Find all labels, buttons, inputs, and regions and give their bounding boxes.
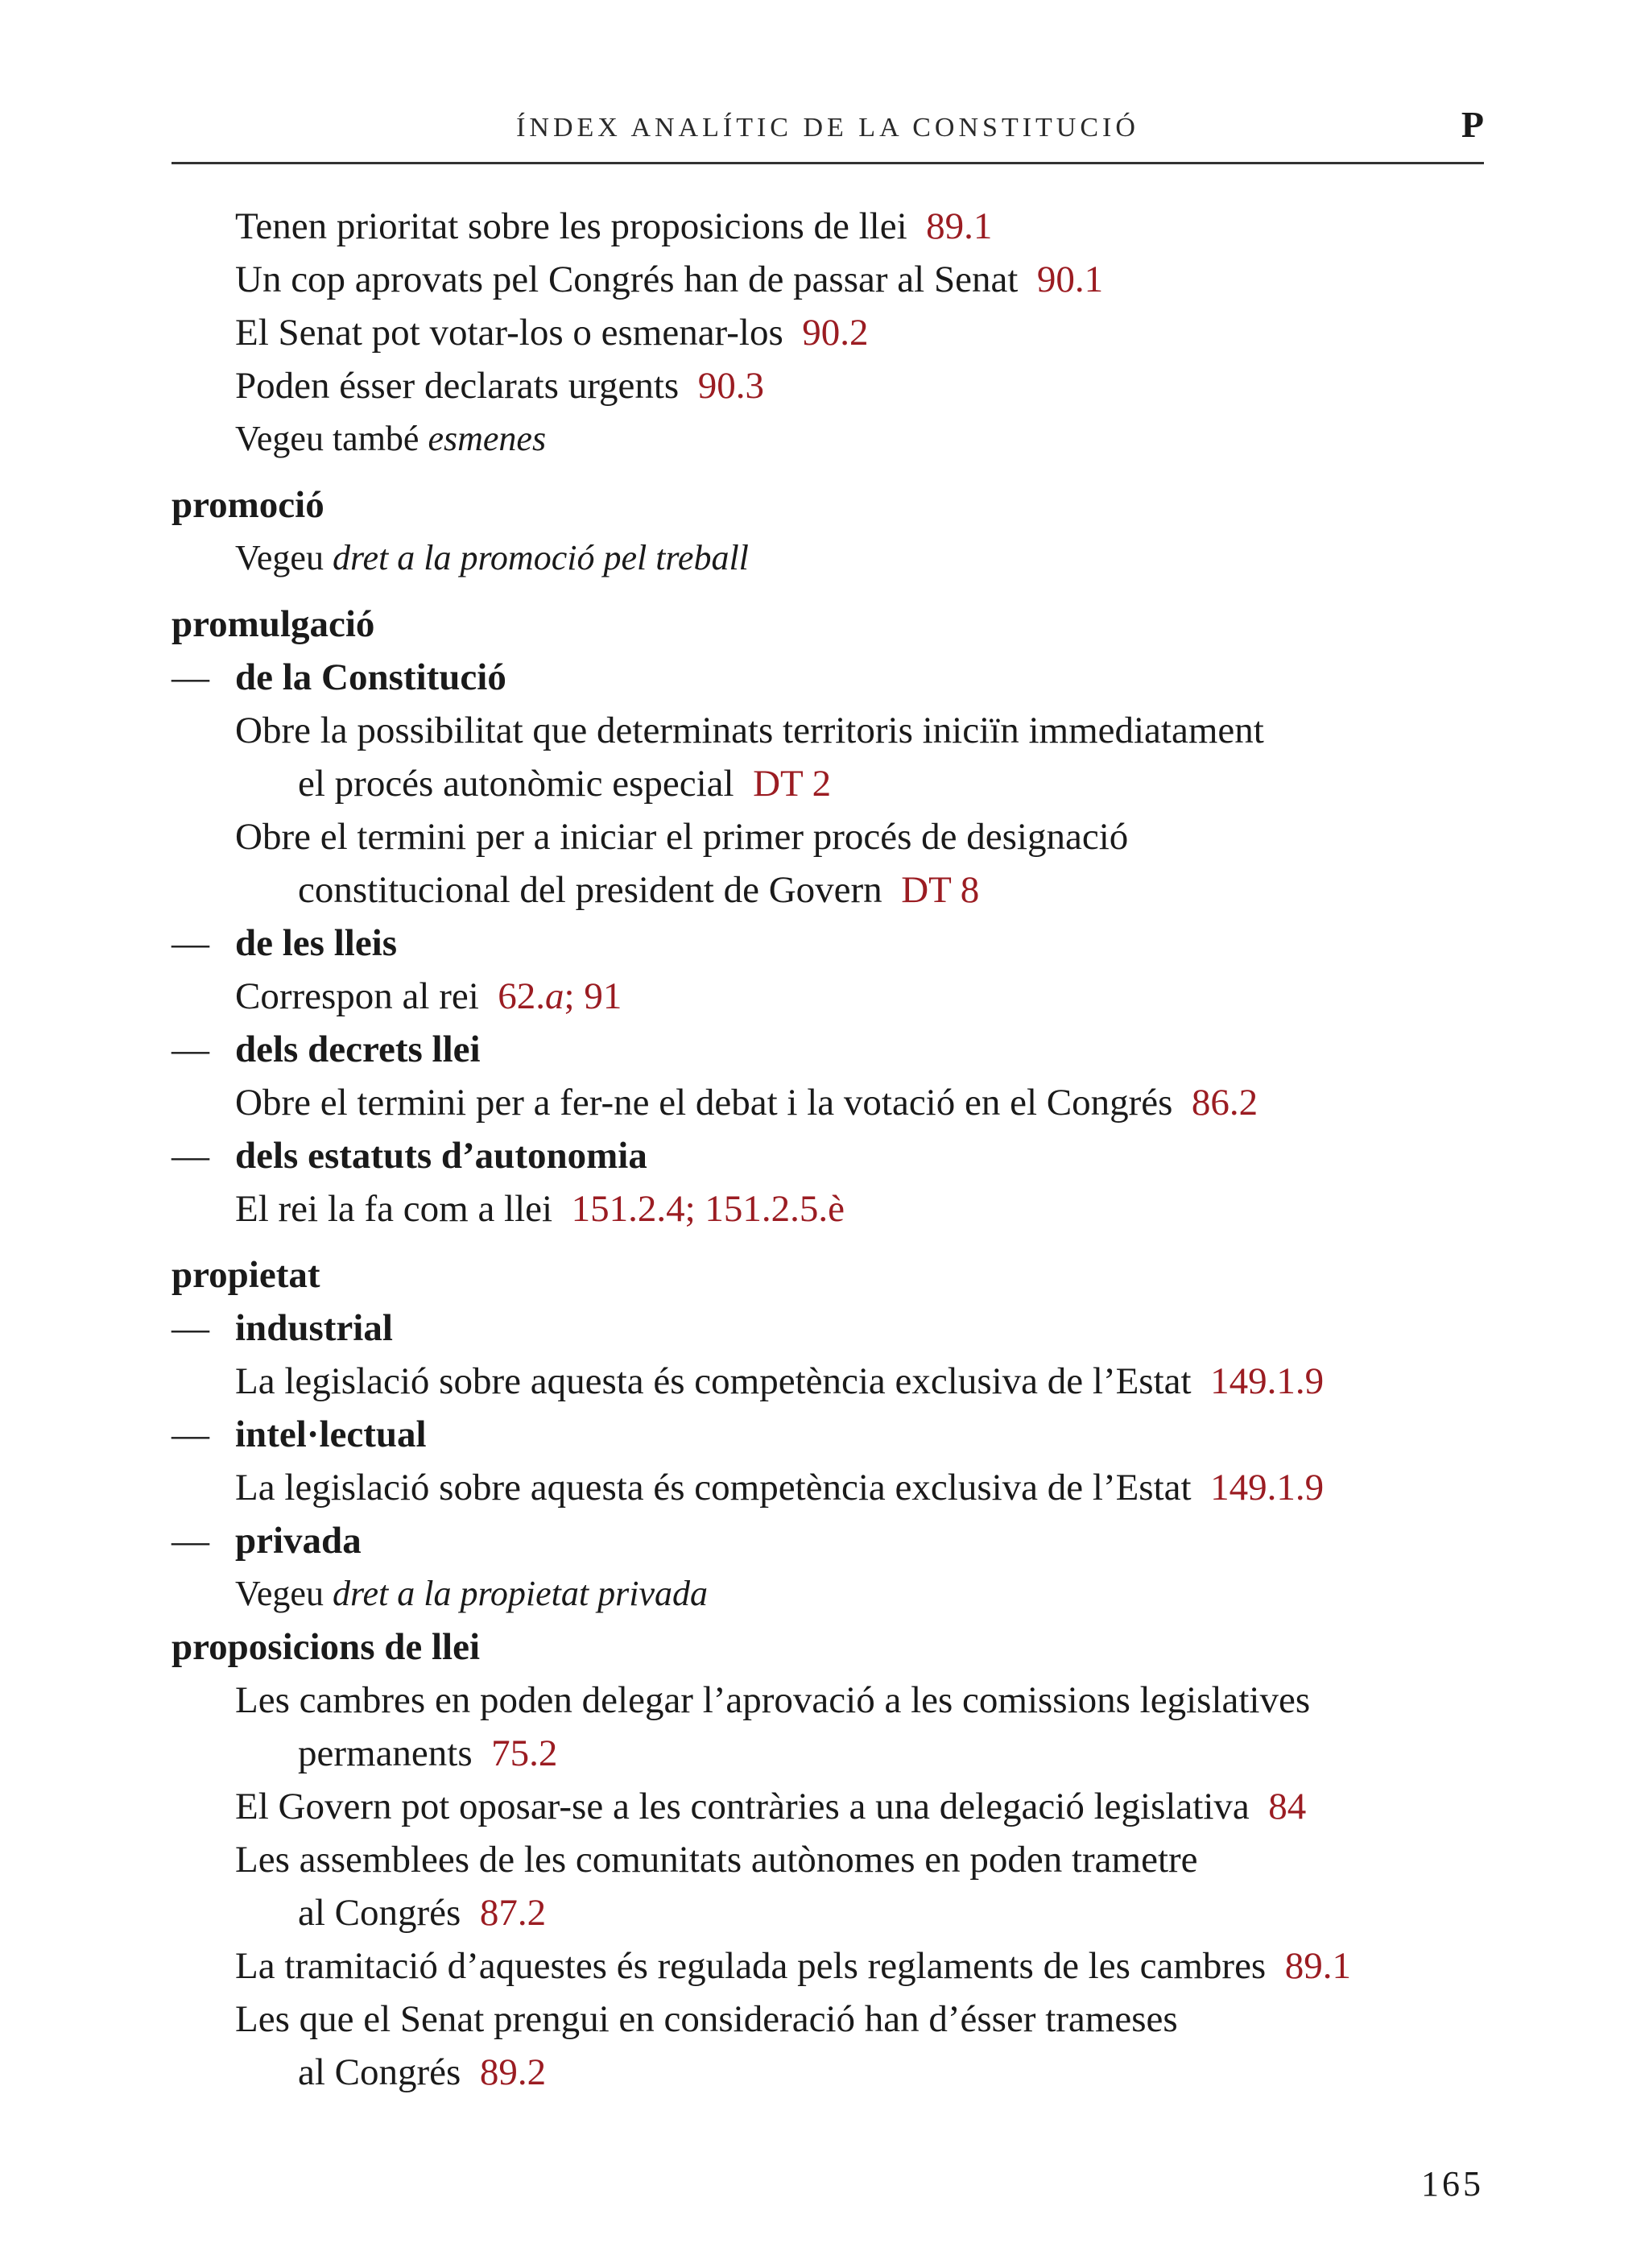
article-reference: 90.3 (697, 365, 764, 407)
subheading (172, 1302, 1492, 1355)
subheading (172, 651, 1492, 704)
subheading-text: dels decrets llei (235, 1028, 481, 1070)
index-entry (172, 306, 1492, 359)
section-letter: P (1461, 104, 1484, 145)
entry-text: Poden ésser declarats urgents (235, 365, 680, 407)
subheading (172, 1129, 1492, 1182)
index-entry (172, 1076, 1492, 1129)
entry-text: El Govern pot oposar-se a les contràries a una delegació legislativa (235, 1786, 1250, 1827)
subheading (172, 1023, 1492, 1076)
article-reference: 149.1.9 (1210, 1360, 1325, 1402)
subheading-text: de les lleis (235, 922, 398, 964)
subheading-text: dels estatuts d’autonomia (235, 1135, 647, 1177)
entry-text: Obre el termini per a fer-ne el debat i la votació en el Congrés (235, 1082, 1173, 1124)
see-label: Vegeu (235, 538, 324, 577)
entry-text: Les assemblees de les comunitats autònomes en poden trametre (235, 1839, 1198, 1881)
running-header (172, 100, 1484, 164)
index-entry (172, 1833, 1492, 1886)
article-reference: DT 8 (901, 869, 980, 911)
entry-text: Tenen prioritat sobre les proposicions de llei (235, 205, 907, 247)
entry-text: Obre la possibilitat que determinats territoris iniciïn immediatament (235, 710, 1264, 751)
index-entry (172, 1461, 1492, 1514)
headword: promulgació (172, 603, 375, 645)
em-dash: — (172, 1307, 209, 1349)
index-entry (172, 970, 1492, 1023)
index-entry-continuation (172, 1886, 1492, 1939)
index-entry (172, 810, 1492, 863)
index-body (172, 200, 1492, 2099)
entry-text: permanents (298, 1732, 473, 1774)
article-reference: 149.1.9 (1210, 1467, 1325, 1509)
article-reference: 84 (1268, 1786, 1307, 1827)
entry-text: Obre el termini per a iniciar el primer procés de designació (235, 816, 1129, 858)
see-label: Vegeu (235, 1574, 324, 1613)
page-number: 165 (1421, 2164, 1484, 2204)
article-reference: 151.2.4; 151.2.5.è (571, 1188, 845, 1230)
subheading-text: industrial (235, 1307, 393, 1349)
see-target: dret a la promoció pel treball (332, 538, 749, 577)
index-entry (172, 359, 1492, 412)
article-reference: DT 2 (753, 763, 832, 805)
subheading (172, 917, 1492, 970)
entry-text: El rei la fa com a llei (235, 1188, 553, 1230)
running-title: ÍNDEX ANALÍTIC DE LA CONSTITUCIÓ (516, 113, 1139, 143)
index-entry (172, 1674, 1492, 1727)
article-reference: 87.2 (479, 1892, 547, 1934)
entry-text: Les que el Senat prengui en consideració han d’ésser trameses (235, 1998, 1178, 2040)
index-entry (172, 704, 1492, 757)
index-entry (172, 1182, 1492, 1235)
index-entry (172, 1993, 1492, 2046)
index-entry-continuation (172, 1727, 1492, 1780)
entry-text: al Congrés (298, 1892, 461, 1934)
index-entry (172, 1355, 1492, 1408)
index-entry-continuation (172, 863, 1492, 917)
headword: promoció (172, 484, 324, 526)
entry-text: La tramitació d’aquestes és regulada pels reglaments de les cambres (235, 1945, 1267, 1987)
index-entry-continuation (172, 757, 1492, 810)
cross-reference (172, 1567, 1492, 1620)
article-reference: 90.1 (1036, 259, 1104, 300)
entry-text: Un cop aprovats pel Congrés han de passar al Senat (235, 259, 1019, 300)
em-dash: — (172, 1413, 209, 1455)
entry-text: La legislació sobre aquesta és competència exclusiva de l’Estat (235, 1360, 1192, 1402)
cross-reference (172, 532, 1492, 585)
article-reference: 89.1 (926, 205, 993, 247)
article-reference: 90.2 (802, 312, 869, 354)
entry-text: Correspon al rei (235, 975, 479, 1017)
index-entry (172, 1939, 1492, 1993)
article-reference: 89.2 (479, 2051, 547, 2093)
entry-text: La legislació sobre aquesta és competència exclusiva de l’Estat (235, 1467, 1192, 1509)
cross-reference (172, 412, 1492, 466)
article-reference: 75.2 (491, 1732, 558, 1774)
entry-text: Les cambres en poden delegar l’aprovació a les comissions legislatives (235, 1679, 1311, 1721)
entry-text: el procés autonòmic especial (298, 763, 734, 805)
em-dash: — (172, 656, 209, 698)
em-dash: — (172, 1520, 209, 1562)
em-dash: — (172, 1135, 209, 1177)
see-target: dret a la propietat privada (332, 1574, 709, 1613)
article-reference: 62.a; 91 (498, 975, 622, 1017)
index-entry (172, 1780, 1492, 1833)
index-entry (172, 253, 1492, 306)
index-entry-continuation (172, 2046, 1492, 2099)
see-target: esmenes (428, 419, 547, 458)
subheading (172, 1408, 1492, 1461)
article-reference: 86.2 (1191, 1082, 1258, 1124)
subheading (172, 1514, 1492, 1567)
entry-text: constitucional del president de Govern (298, 869, 882, 911)
em-dash: — (172, 922, 209, 964)
headword: proposicions de llei (172, 1626, 481, 1668)
entry-text: al Congrés (298, 2051, 461, 2093)
subheading-text: intel·lectual (235, 1413, 427, 1455)
subheading-text: de la Constitució (235, 656, 506, 698)
entry-text: El Senat pot votar-los o esmenar-los (235, 312, 783, 354)
subheading-text: privada (235, 1520, 362, 1562)
em-dash: — (172, 1028, 209, 1070)
article-reference: 89.1 (1284, 1945, 1351, 1987)
headword: propietat (172, 1254, 320, 1296)
see-label: Vegeu també (235, 419, 419, 458)
index-entry (172, 200, 1492, 253)
